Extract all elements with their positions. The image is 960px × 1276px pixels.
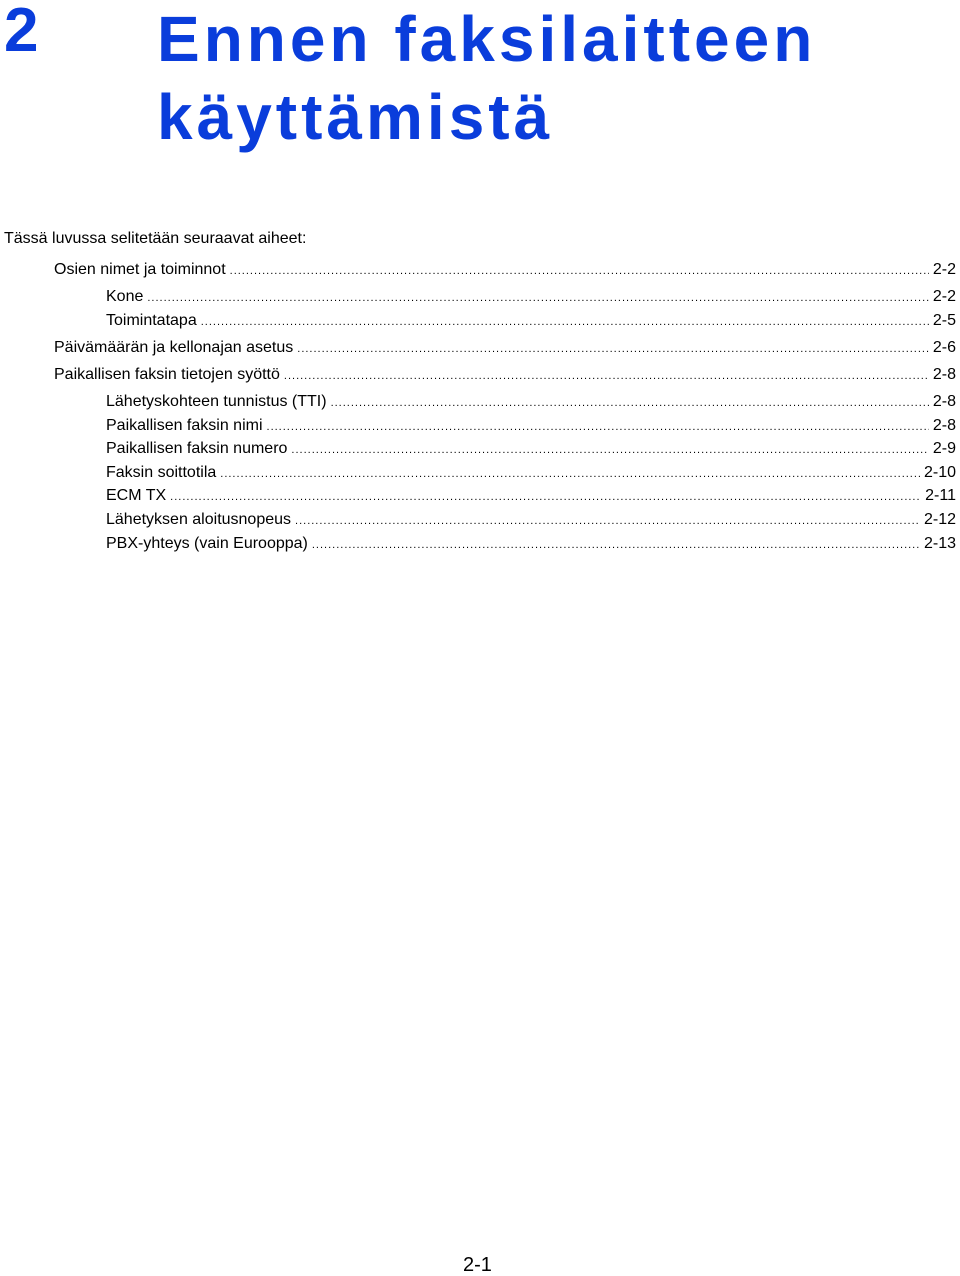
toc-entry-label: Paikallisen faksin numero bbox=[106, 440, 288, 457]
toc-entry-page: 2-8 bbox=[932, 417, 956, 434]
toc-entry[interactable] bbox=[106, 463, 956, 484]
toc-entry[interactable] bbox=[106, 510, 956, 531]
toc-leader bbox=[267, 417, 929, 437]
toc-entry-page: 2-8 bbox=[932, 393, 956, 410]
toc-entry[interactable] bbox=[54, 338, 956, 359]
toc-leader bbox=[201, 312, 929, 332]
toc-entry-page: 2-12 bbox=[923, 511, 956, 528]
toc-entry-label: ECM TX bbox=[106, 487, 167, 504]
toc-entry-label: Päivämäärän ja kellonajan asetus bbox=[54, 339, 294, 356]
toc-entry-page: 2-8 bbox=[932, 366, 956, 383]
toc-entry-page: 2-2 bbox=[932, 261, 956, 278]
toc-leader bbox=[291, 440, 928, 460]
toc-entry-label: Paikallisen faksin tietojen syöttö bbox=[54, 366, 280, 383]
toc-entry-label: Faksin soittotila bbox=[106, 464, 217, 481]
toc-entry-page: 2-9 bbox=[932, 440, 956, 457]
toc-entry-label: Toimintatapa bbox=[106, 312, 197, 329]
toc-leader bbox=[220, 464, 920, 484]
footer-page-number: 2-1 bbox=[463, 1254, 492, 1276]
toc-leader bbox=[147, 288, 929, 308]
toc-entry[interactable] bbox=[54, 260, 956, 281]
toc-entry-label: Lähetyskohteen tunnistus (TTI) bbox=[106, 393, 327, 410]
toc-entry-label: Lähetyksen aloitusnopeus bbox=[106, 511, 292, 528]
toc-entry-page: 2-10 bbox=[923, 464, 956, 481]
toc-entry-page: 2-2 bbox=[932, 288, 956, 305]
toc-leader bbox=[170, 487, 921, 507]
toc-leader bbox=[230, 261, 929, 281]
toc-entry[interactable] bbox=[106, 439, 956, 460]
toc-entry[interactable] bbox=[54, 365, 956, 386]
toc-entry-page: 2-5 bbox=[932, 312, 956, 329]
toc-leader bbox=[295, 511, 920, 531]
toc-leader bbox=[312, 535, 920, 555]
intro-text: Tässä luvussa selitetään seuraavat aiheet: bbox=[4, 230, 307, 247]
toc-entry[interactable] bbox=[106, 287, 956, 308]
toc-leader bbox=[297, 339, 929, 359]
toc-entry-page: 2-13 bbox=[923, 535, 956, 552]
toc-entry[interactable] bbox=[106, 486, 956, 507]
toc-entry[interactable] bbox=[106, 311, 956, 332]
chapter-title: Ennen faksilaitteen käyttämistä bbox=[157, 3, 817, 153]
toc-entry-label: Paikallisen faksin nimi bbox=[106, 417, 263, 434]
toc-leader bbox=[331, 393, 929, 413]
toc-entry-label: Kone bbox=[106, 288, 144, 305]
toc-leader bbox=[284, 366, 929, 386]
toc-entry[interactable] bbox=[106, 416, 956, 437]
toc-entry[interactable] bbox=[106, 392, 956, 413]
toc-entry-label: Osien nimet ja toiminnot bbox=[54, 261, 226, 278]
toc-entry[interactable] bbox=[106, 534, 956, 555]
toc-entry-page: 2-6 bbox=[932, 339, 956, 356]
toc-entry-page: 2-11 bbox=[925, 487, 956, 504]
toc-entry-label: PBX-yhteys (vain Eurooppa) bbox=[106, 535, 308, 552]
chapter-number: 2 bbox=[4, 0, 39, 65]
